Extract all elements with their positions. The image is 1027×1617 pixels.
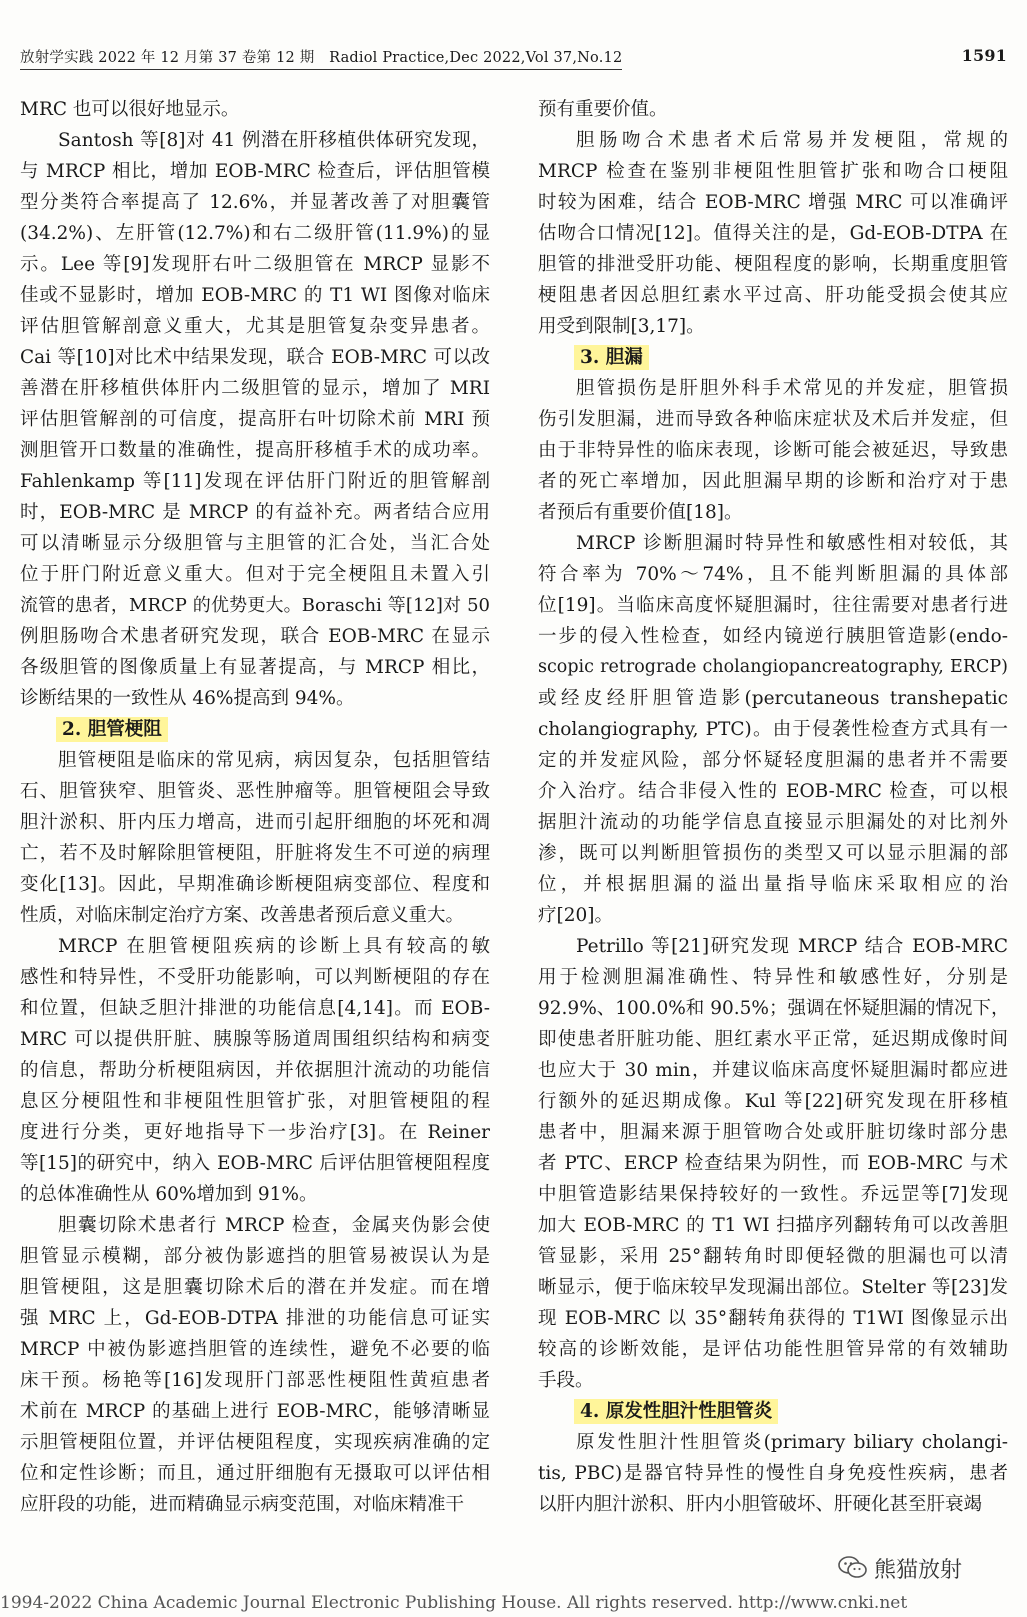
text-line: 佳或不显影时，增加 EOB-MRC 的 T1 WI 图像对临床 xyxy=(20,285,490,306)
text-line: 定的并发症风险，部分怀疑轻度胆漏的患者并不需要 xyxy=(538,750,1008,771)
text-line: 以肝内胆汁淤积、肝内小胆管破坏、肝硬化甚至肝衰竭 xyxy=(538,1494,983,1515)
text-line: Petrillo 等[21]研究发现 MRCP 结合 EOB-MRC xyxy=(576,936,1008,957)
text-line: 伤引发胆漏，进而导致各种临床症状及术后并发症，但 xyxy=(538,409,1008,430)
text-line: 或经皮经肝胆管造影(percutaneous transhepatic xyxy=(538,688,1008,709)
text-line: 床干预。杨艳等[16]发现肝门部恶性梗阻性黄疸患者 xyxy=(20,1370,490,1391)
text-line: 原发性胆汁性胆管炎(primary biliary cholangi- xyxy=(576,1432,1008,1453)
text-line: 评估胆管解剖的可信度，提高肝右叶切除术前 MRI 预 xyxy=(20,409,490,430)
text-line: 患者中，胆漏来源于胆管吻合处或肝脏切缘时部分患 xyxy=(538,1122,1008,1143)
text-line: 由于非特异性的临床表现，诊断可能会被延迟，导致患 xyxy=(538,440,1008,461)
watermark-text: 熊猫放射 xyxy=(874,1557,963,1583)
text-line: 者的死亡率增加，因此胆漏早期的诊断和治疗对于患 xyxy=(538,471,1008,492)
text-line: 符合率为 70%～74%，且不能判断胆漏的具体部 xyxy=(538,564,1008,585)
text-line: 例胆肠吻合术患者研究发现，联合 EOB-MRC 在显示 xyxy=(20,626,490,647)
text-line: 胆管损伤是肝胆外科手术常见的并发症，胆管损 xyxy=(576,378,1008,399)
text-line: 胆囊切除术患者行 MRCP 检查，金属夹伪影会使 xyxy=(58,1215,490,1236)
section-heading-label: 4. 原发性胆汁性胆管炎 xyxy=(574,1399,778,1424)
text-line: (34.2%)、左肝管(12.7%)和右二级肝管(11.9%)的显 xyxy=(20,223,490,244)
text-line: 中胆管造影结果保持较好的一致性。乔远罡等[7]发现 xyxy=(538,1184,1008,1205)
text-line: 者预后有重要价值[18]。 xyxy=(538,502,743,523)
text-line: 加大 EOB-MRC 的 T1 WI 扫描序列翻转角可以改善胆 xyxy=(538,1215,1008,1236)
text-line: 胆管梗阻，这是胆囊切除术后的潜在并发症。而在增 xyxy=(20,1277,490,1298)
text-line: 用受到限制[3,17]。 xyxy=(538,316,705,337)
text-line: 诊断结果的一致性从 46%提高到 94%。 xyxy=(20,688,355,709)
text-line: 感性和特异性，不受肝功能影响，可以判断梗阻的存在 xyxy=(20,967,490,988)
text-line: 据胆汁流动的功能学信息直接显示胆漏处的对比剂外 xyxy=(538,812,1008,833)
text-line: 位和定性诊断；而且，通过肝细胞有无摄取可以评估相 xyxy=(20,1463,490,1484)
text-line: 现 EOB-MRC 以 35°翻转角获得的 T1WI 图像显示出 xyxy=(538,1308,1008,1329)
text-line: 示。Lee 等[9]发现肝右叶二级胆管在 MRCP 显影不 xyxy=(20,254,490,275)
section-heading xyxy=(20,714,490,745)
text-line: 变化[13]。因此，早期准确诊断梗阻病变部位、程度和 xyxy=(20,874,490,895)
section-heading-label: 3. 胆漏 xyxy=(574,345,649,370)
text-line: 也应大于 30 min，并建议临床高度怀疑胆漏时都应进 xyxy=(538,1060,1008,1081)
text-line: Cai 等[10]对比术中结果发现，联合 EOB-MRC 可以改 xyxy=(20,347,490,368)
text-line: 即使患者肝脏功能、胆红素水平正常，延迟期成像时间 xyxy=(538,1029,1008,1050)
section-heading-label: 2. 胆管梗阻 xyxy=(56,717,168,742)
text-line: 石、胆管狭窄、胆管炎、恶性肿瘤等。胆管梗阻会导致 xyxy=(20,781,490,802)
text-line: 强 MRC 上，Gd-EOB-DTPA 排泄的功能信息可证实 xyxy=(20,1308,490,1329)
text-line: Fahlenkamp 等[11]发现在评估肝门附近的胆管解剖 xyxy=(20,471,490,492)
text-line: 时较为困难，结合 EOB-MRC 增强 MRC 可以准确评 xyxy=(538,192,1008,213)
text-line: MRCP 检查在鉴别非梗阻性胆管扩张和吻合口梗阻 xyxy=(538,161,1008,182)
journal-citation: 放射学实践 2022 年 12 月第 37 卷第 12 期 Radiol Practice,Dec 2022,Vol 37,No.12 xyxy=(20,46,622,70)
text-line: MRCP 中被伪影遮挡胆管的连续性，避免不必要的临 xyxy=(20,1339,490,1360)
text-line: 善潜在肝移植供体肝内二级胆管的显示，增加了 MRI xyxy=(20,378,490,399)
text-line: 胆管显示模糊，部分被伪影遮挡的胆管易被误认为是 xyxy=(20,1246,490,1267)
text-line: 型分类符合率提高了 12.6%，并显著改善了对胆囊管 xyxy=(20,192,490,213)
text-line: 胆汁淤积、肝内压力增高，进而引起肝细胞的坏死和凋 xyxy=(20,812,490,833)
footer xyxy=(0,1593,1027,1617)
text-line: 胆肠吻合术患者术后常易并发梗阻，常规的 xyxy=(576,130,1008,151)
text-line: 可以清晰显示分级胆管与主胆管的汇合处，当汇合处 xyxy=(20,533,490,554)
text-line: 评估胆管解剖意义重大，尤其是胆管复杂变异患者。 xyxy=(20,316,490,337)
text-line: 时，EOB-MRC 是 MRCP 的有益补充。两者结合应用 xyxy=(20,502,490,523)
text-line: cholangiography, PTC)。由于侵袭性检查方式具有一 xyxy=(538,719,1008,740)
text-line: MRCP 在胆管梗阻疾病的诊断上具有较高的敏 xyxy=(58,936,490,957)
text-line: 的总体准确性从 60%增加到 91%。 xyxy=(20,1184,318,1205)
text-line: Santosh 等[8]对 41 例潜在肝移植供体研究发现， xyxy=(58,130,490,151)
text-line: 的信息，帮助分析梗阻病因，并依据胆汁流动的功能信 xyxy=(20,1060,490,1081)
text-line: 与 MRCP 相比，增加 EOB-MRC 检查后，评估胆管模 xyxy=(20,161,490,182)
text-line: 测胆管开口数量的准确性，提高肝移植手术的成功率。 xyxy=(20,440,490,461)
text-line: 术前在 MRCP 的基础上进行 EOB-MRC，能够清晰显 xyxy=(20,1401,490,1422)
text-line: scopic retrograde cholangiopancreatography, ERCP) xyxy=(538,657,1008,677)
text-line: 疗[20]。 xyxy=(538,905,613,926)
running-head xyxy=(20,46,1007,68)
section-heading xyxy=(538,1396,1008,1427)
text-line: 估吻合口情况[12]。值得关注的是，Gd-EOB-DTPA 在 xyxy=(538,223,1008,244)
text-line: 渗，既可以判断胆管损伤的类型又可以显示胆漏的部 xyxy=(538,843,1008,864)
copyright-notice: 1994-2022 China Academic Journal Electronic Publishing House. All rights reserved. xyxy=(0,1593,733,1613)
text-line: 位[19]。当临床高度怀疑胆漏时，往往需要对患者行进 xyxy=(538,595,1008,616)
text-line: tis, PBC)是器官特异性的慢性自身免疫性疾病，患者 xyxy=(538,1463,1008,1484)
text-line: 亡，若不及时解除胆管梗阻，肝脏将发生不可逆的病理 xyxy=(20,843,490,864)
text-line: 等[15]的研究中，纳入 EOB-MRC 后评估胆管梗阻程度 xyxy=(20,1153,490,1174)
page-number: 1591 xyxy=(961,46,1007,65)
text-line: 手段。 xyxy=(538,1370,594,1391)
text-line: MRCP 诊断胆漏时特异性和敏感性相对较低，其 xyxy=(576,533,1008,554)
text-line: 92.9%、100.0%和 90.5%；强调在怀疑胆漏的情况下， xyxy=(538,998,1010,1019)
wechat-icon xyxy=(838,1555,868,1581)
text-line: 流管的患者，MRCP 的优势更大。Boraschi 等[12]对 50 xyxy=(20,595,490,616)
text-line: 示胆管梗阻位置，并评估梗阻程度，实现疾病准确的定 xyxy=(20,1432,490,1453)
text-line: 预有重要价值。 xyxy=(538,99,668,120)
text-line: 介入治疗。结合非侵入性的 EOB-MRC 检查，可以根 xyxy=(538,781,1008,802)
text-line: 者 PTC、ERCP 检查结果为阴性，而 EOB-MRC 与术 xyxy=(538,1153,1008,1174)
text-line: 行额外的延迟期成像。Kul 等[22]研究发现在肝移植 xyxy=(538,1091,1008,1112)
text-line: 一步的侵入性检查，如经内镜逆行胰胆管造影(endo- xyxy=(538,626,1008,647)
right-column xyxy=(538,94,1008,1520)
section-heading xyxy=(538,342,1008,373)
text-line: 位于肝门附近意义重大。但对于完全梗阻且未置入引 xyxy=(20,564,490,585)
text-line: 晰显示，便于临床较早发现漏出部位。Stelter 等[23]发 xyxy=(538,1277,1008,1298)
text-line: 梗阻患者因总胆红素水平过高、肝功能受损会使其应 xyxy=(538,285,1008,306)
text-line: MRC 也可以很好地显示。 xyxy=(20,99,240,120)
text-line: 息区分梗阻性和非梗阻性胆管扩张，对胆管梗阻的程 xyxy=(20,1091,490,1112)
watermark xyxy=(838,1552,962,1584)
text-line: MRC 可以提供肝脏、胰腺等肠道周围组织结构和病变 xyxy=(20,1029,490,1050)
text-line: 胆管梗阻是临床的常见病，病因复杂，包括胆管结 xyxy=(58,750,490,771)
text-line: 各级胆管的图像质量上有显著提高，与 MRCP 相比， xyxy=(20,657,490,678)
cnki-url: http://www.cnki.net xyxy=(738,1593,908,1613)
text-line: 应肝段的功能，进而精确显示病变范围，对临床精准干 xyxy=(20,1494,465,1515)
text-line: 性质，对临床制定治疗方案、改善患者预后意义重大。 xyxy=(20,905,465,926)
text-line: 胆管的排泄受肝功能、梗阻程度的影响，长期重度胆管 xyxy=(538,254,1008,275)
text-line: 和位置，但缺乏胆汁排泄的功能信息[4,14]。而 EOB- xyxy=(20,998,490,1019)
text-line: 较高的诊断效能，是评估功能性胆管异常的有效辅助 xyxy=(538,1339,1008,1360)
text-line: 用于检测胆漏准确性、特异性和敏感性好，分别是 xyxy=(538,967,1008,988)
left-column xyxy=(20,94,490,1520)
text-line: 位，并根据胆漏的溢出量指导临床采取相应的治 xyxy=(538,874,1008,895)
text-line: 度进行分类，更好地指导下一步治疗[3]。在 Reiner xyxy=(20,1122,490,1143)
text-line: 管显影，采用 25°翻转角时即便轻微的胆漏也可以清 xyxy=(538,1246,1008,1267)
